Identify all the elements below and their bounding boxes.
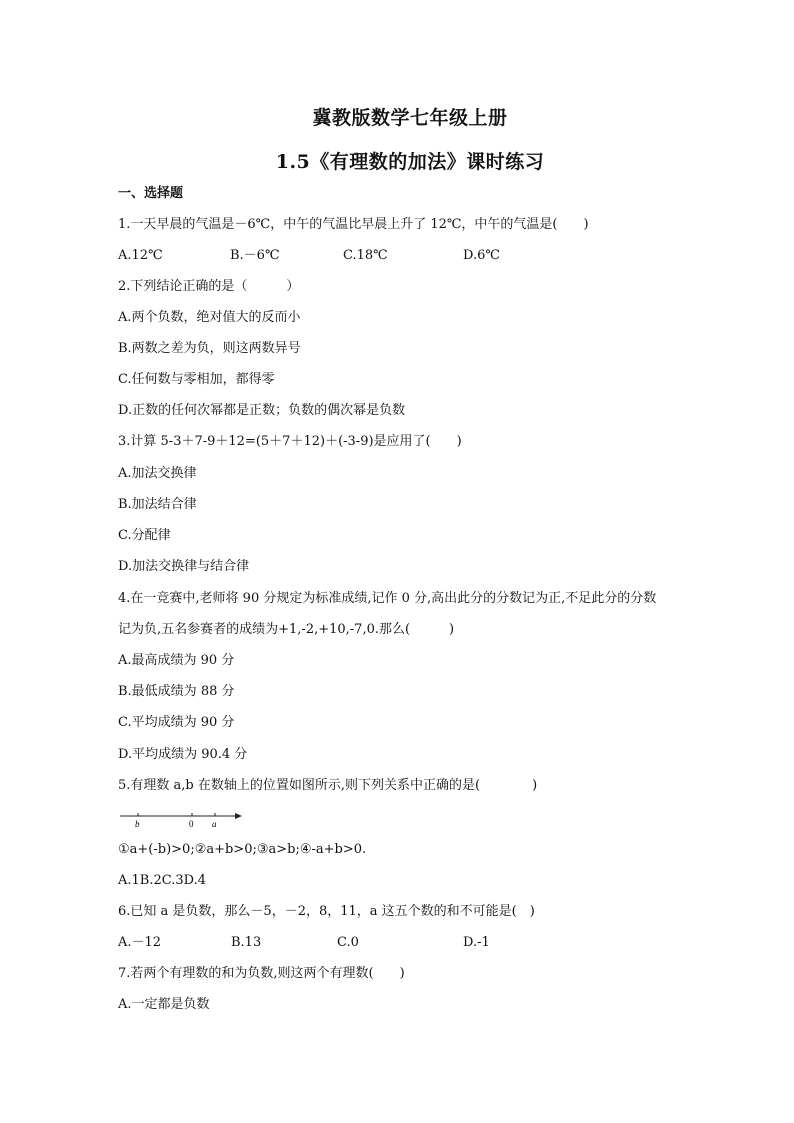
question-3-option-d: D.加法交换律与结合律 [118, 559, 250, 574]
question-3-stem: 3.计算 5-3＋7-9＋12=(5＋7＋12)＋(-3-9)是应用了( ) [118, 434, 462, 449]
question-2-stem: 2.下列结论正确的是（ ） [118, 279, 300, 294]
question-3-option-a: A.加法交换律 [118, 466, 197, 481]
axis-label-a: a [212, 819, 217, 829]
document-title: 冀教版数学七年级上册 [312, 107, 508, 129]
axis-label-b: b [135, 819, 140, 829]
question-3-option-b: B.加法结合律 [118, 497, 197, 512]
question-6-option-c: C.0 [337, 935, 359, 950]
question-1-option-c: C.18℃ [343, 248, 388, 263]
question-6-option-a: A.－12 [118, 935, 162, 950]
question-6-option-d: D.-1 [463, 935, 490, 950]
question-7-stem: 7.若两个有理数的和为负数,则这两个有理数( ) [118, 966, 405, 981]
question-4-stem-line-1: 4.在一竞赛中,老师将 90 分规定为标准成绩,记作 0 分,高出此分的分数记为正,不足此分的分数 [118, 591, 657, 606]
question-3-option-c: C.分配律 [118, 528, 171, 543]
question-2-option-c: C.任何数与零相加，都得零 [118, 372, 275, 387]
axis-label-zero: 0 [189, 819, 194, 829]
question-4-option-b: B.最低成绩为 88 分 [118, 684, 235, 699]
document-subtitle: 1.5《有理数的加法》课时练习 [275, 151, 545, 173]
question-4-option-a: A.最高成绩为 90 分 [118, 653, 235, 668]
question-2-option-b: B.两数之差为负，则这两数异号 [118, 341, 301, 356]
question-5-stem: 5.有理数 a,b 在数轴上的位置如图所示,则下列关系中正确的是( ) [118, 778, 538, 793]
question-6-option-b: B.13 [231, 935, 262, 950]
number-line-figure [118, 808, 248, 832]
question-7-option-a: A.一定都是负数 [118, 997, 210, 1012]
question-4-option-d: D.平均成绩为 90.4 分 [118, 747, 248, 762]
question-1-option-a: A.12℃ [118, 248, 163, 263]
question-2-option-a: A.两个负数，绝对值大的反而小 [118, 310, 301, 325]
question-1-option-b: B.－6℃ [230, 248, 280, 263]
section-heading: 一、选择题 [118, 186, 184, 201]
question-5-options: A.1B.2C.3D.4 [118, 873, 206, 888]
question-6-stem: 6.已知 a 是负数，那么－5，－2，8，11，a 这五个数的和不可能是( ) [118, 904, 535, 919]
question-4-option-c: C.平均成绩为 90 分 [118, 715, 235, 730]
question-2-option-d: D.正数的任何次幂都是正数；负数的偶次幂是负数 [118, 403, 406, 418]
question-4-stem-line-2: 记为负,五名参赛者的成绩为+1,-2,+10,-7,0.那么( ) [118, 622, 455, 637]
question-1-stem: 1.一天早晨的气温是－6℃，中午的气温比早晨上升了 12℃，中午的气温是( ) [118, 217, 589, 232]
question-1-option-d: D.6℃ [463, 248, 500, 263]
number-line-arrow-icon [235, 813, 242, 819]
question-5-statements: ①a+(-b)>0;②a+b>0;③a>b;④-a+b>0. [118, 842, 367, 857]
